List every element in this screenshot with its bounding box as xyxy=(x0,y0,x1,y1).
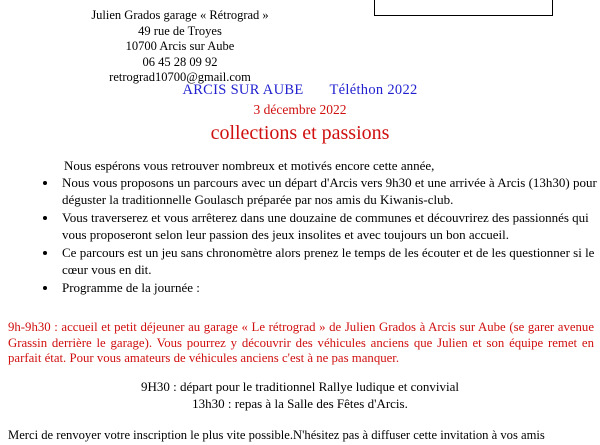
red-highlight-paragraph: 9h-9h30 : accueil et petit déjeuner au garage « Le rétrograd » de Julien Grados à Arcis sur Aube (se garer avenue Grassin derrière le garage). Vous pourrez y découvrir des véhicules anciens que Julien et son équipe remet en parfait état. Pour vous amateurs de véhicules anciens c'est à ne pas manquer. xyxy=(8,320,594,365)
empty-framed-box xyxy=(374,0,553,16)
schedule-block xyxy=(0,378,600,412)
sender-line-2: 49 rue de Troyes xyxy=(138,23,222,38)
schedule-line-1: 9H30 : départ pour le traditionnel Rallye ludique et convivial xyxy=(140,379,460,394)
list-item: • Programme de la journée : xyxy=(58,280,600,297)
sender-phone: 06 45 28 09 92 xyxy=(142,54,218,69)
sender-line-1: Julien Grados garage « Rétrograd » xyxy=(91,8,269,22)
event-header xyxy=(0,82,600,99)
title-block xyxy=(0,82,600,145)
intro-paragraph: Nous espérons vous retrouver nombreux et motivés encore cette année, xyxy=(64,158,435,173)
sender-line-3: 10700 Arcis sur Aube xyxy=(125,39,235,54)
event-location: ARCIS SUR AUBE xyxy=(182,82,304,98)
sender-email: retrograd10700@gmail.com xyxy=(109,70,251,85)
event-name: Téléthon 2022 xyxy=(329,82,418,98)
bullet-list xyxy=(32,175,600,297)
event-date: 3 décembre 2022 xyxy=(253,102,347,117)
list-item: • Ce parcours est un jeu sans chronomètre alors prenez le temps de les écouter et de les questionner si le cœur vous en dit. xyxy=(58,245,600,278)
footer-note: Merci de renvoyer votre inscription le plus vite possible.N'hésitez pas à diffuser cette invitation à vos amis xyxy=(8,428,545,442)
event-subtitle: collections et passions xyxy=(210,122,390,144)
schedule-line-2: 13h30 : repas à la Salle des Fêtes d'Arcis. xyxy=(192,396,408,411)
sender-address-block xyxy=(0,8,360,86)
list-item: • Nous vous proposons un parcours avec un départ d'Arcis vers 9h30 et une arrivée à Arcis (13h30) pour déguster la traditionnelle Goulasch préparée par nos amis du Kiwanis-club. xyxy=(58,175,600,208)
list-item: • Vous traverserez et vous arrêterez dans une douzaine de communes et découvrirez des passionnés qui vous proposeront selon leur passion des jeux insolites et avec toujours un bon accueil. xyxy=(58,210,600,243)
